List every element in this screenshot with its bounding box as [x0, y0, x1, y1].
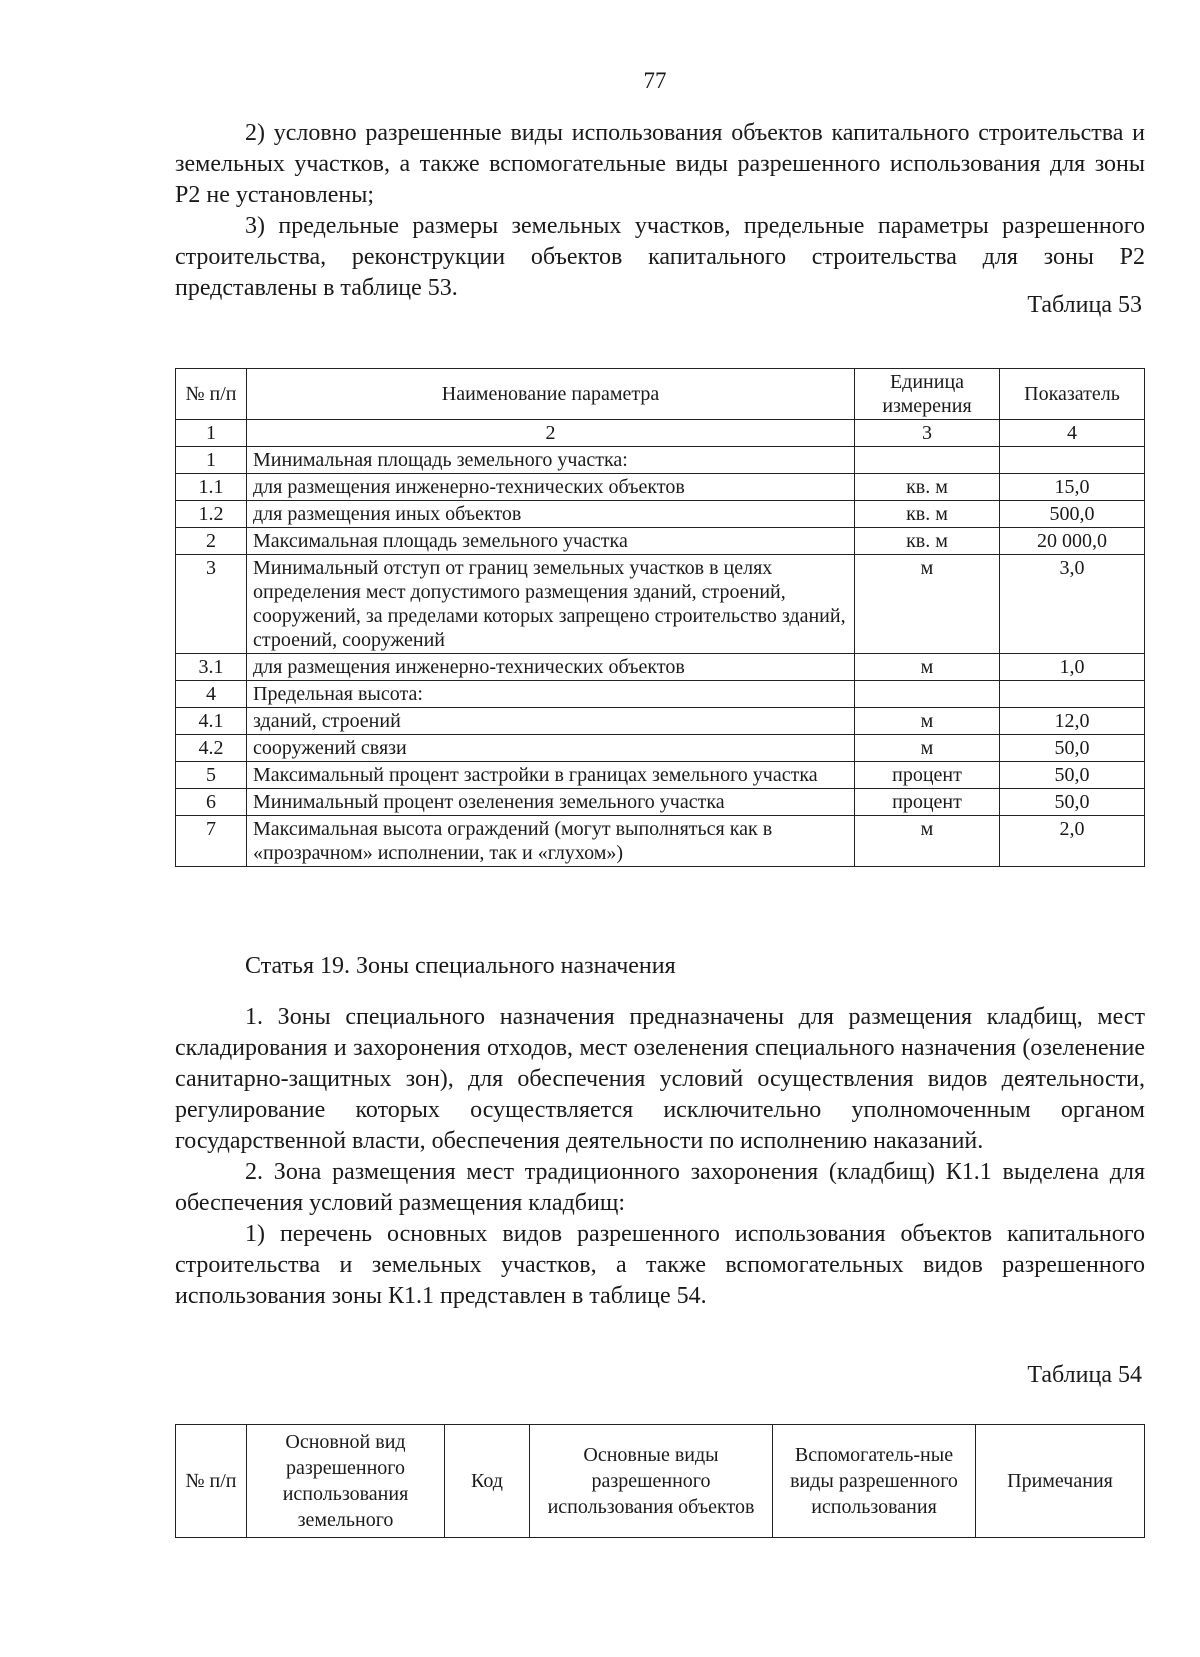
header-cell: Показатель — [1000, 369, 1145, 420]
article-title: Статья 19. Зоны специального назначения — [245, 953, 676, 979]
row-number: 5 — [176, 762, 247, 789]
parameter-name: Минимальная площадь земельного участка: — [247, 447, 855, 474]
parameter-name: Максимальная площадь земельного участка — [247, 528, 855, 555]
table-54-caption: Таблица 54 — [1027, 1362, 1142, 1388]
parameter-name: зданий, строений — [247, 708, 855, 735]
parameter-name: Максимальная высота ограждений (могут выполняться как в «прозрачном» исполнении, так и «глухом») — [247, 816, 855, 867]
parameter-name: для размещения иных объектов — [247, 501, 855, 528]
header-cell: Вспомогатель-ные виды разрешенного использования — [773, 1425, 976, 1538]
article-text — [175, 1002, 1145, 1312]
row-number: 6 — [176, 789, 247, 816]
parameter-name: для размещения инженерно-технических объектов — [247, 654, 855, 681]
table-row — [176, 681, 1145, 708]
header-cell: Код — [445, 1425, 530, 1538]
table-row — [176, 816, 1145, 867]
intro-text — [175, 118, 1145, 304]
value: 1,0 — [1000, 654, 1145, 681]
page-number: 77 — [643, 68, 667, 93]
value: 2,0 — [1000, 816, 1145, 867]
row-number: 4 — [176, 681, 247, 708]
value — [1000, 681, 1145, 708]
unit: м — [855, 735, 1000, 762]
table-54 — [175, 1424, 1145, 1538]
table-index-row — [176, 420, 1145, 447]
table-row — [176, 654, 1145, 681]
unit — [855, 681, 1000, 708]
row-number: 2 — [176, 528, 247, 555]
parameter-name: Минимальный отступ от границ земельных участков в целях определения мест допустимого размещения зданий, строений, сооружений, за пределами которых запрещено строительство зданий, строений, сооружений — [247, 555, 855, 654]
parameter-name: Минимальный процент озеленения земельного участка — [247, 789, 855, 816]
unit: кв. м — [855, 528, 1000, 555]
parameter-name: сооружений связи — [247, 735, 855, 762]
header-cell: Примечания — [976, 1425, 1145, 1538]
index-cell: 2 — [247, 420, 855, 447]
unit: кв. м — [855, 474, 1000, 501]
table-row — [176, 762, 1145, 789]
unit: м — [855, 654, 1000, 681]
table-header-row — [176, 1425, 1145, 1538]
value: 20 000,0 — [1000, 528, 1145, 555]
row-number: 3 — [176, 555, 247, 654]
unit: процент — [855, 789, 1000, 816]
index-cell: 1 — [176, 420, 247, 447]
paragraph: 1. Зоны специального назначения предназначены для размещения кладбищ, мест складирования и захоронения отходов, мест озеленения специального назначения (озеленение санитарно-защитных зон), для обеспечения условий осуществления видов деятельности, регулирование которых осуществляется исключительно уполномоченным органом государственной власти, обеспечения деятельности по исполнению наказаний. — [175, 1004, 1145, 1154]
value: 15,0 — [1000, 474, 1145, 501]
parameter-name: Максимальный процент застройки в границах земельного участка — [247, 762, 855, 789]
header-cell: № п/п — [176, 369, 247, 420]
unit — [855, 447, 1000, 474]
parameter-name: Предельная высота: — [247, 681, 855, 708]
table-row — [176, 708, 1145, 735]
header-cell: Основные виды разрешенного использования объектов — [530, 1425, 773, 1538]
unit: м — [855, 555, 1000, 654]
unit: процент — [855, 762, 1000, 789]
row-number: 1.1 — [176, 474, 247, 501]
value: 3,0 — [1000, 555, 1145, 654]
value: 50,0 — [1000, 789, 1145, 816]
row-number: 7 — [176, 816, 247, 867]
row-number: 1.2 — [176, 501, 247, 528]
header-cell: Основной вид разрешенного использования земельного — [247, 1425, 445, 1538]
row-number: 4.2 — [176, 735, 247, 762]
row-number: 3.1 — [176, 654, 247, 681]
table-row — [176, 501, 1145, 528]
header-cell: № п/п — [176, 1425, 247, 1538]
value: 50,0 — [1000, 735, 1145, 762]
table-row — [176, 474, 1145, 501]
value: 50,0 — [1000, 762, 1145, 789]
index-cell: 3 — [855, 420, 1000, 447]
row-number: 1 — [176, 447, 247, 474]
paragraph: 1) перечень основных видов разрешенного использования объектов капитального строительства и земельных участков, а также вспомогательных видов разрешенного использования зоны К1.1 представлен в таблице 54. — [175, 1221, 1145, 1309]
table-header-row — [176, 369, 1145, 420]
value — [1000, 447, 1145, 474]
value: 12,0 — [1000, 708, 1145, 735]
table-row — [176, 735, 1145, 762]
table-53 — [175, 368, 1145, 867]
paragraph: 2) условно разрешенные виды использования объектов капитального строительства и земельных участков, а также вспомогательные виды разрешенного использования для зоны Р2 не установлены; — [175, 120, 1145, 208]
table-row — [176, 555, 1145, 654]
unit: м — [855, 708, 1000, 735]
value: 500,0 — [1000, 501, 1145, 528]
unit: м — [855, 816, 1000, 867]
row-number: 4.1 — [176, 708, 247, 735]
table-row — [176, 528, 1145, 555]
parameter-name: для размещения инженерно-технических объектов — [247, 474, 855, 501]
paragraph: 3) предельные размеры земельных участков, предельные параметры разрешенного строительства, реконструкции объектов капитального строительства для зоны Р2 представлены в таблице 53. — [175, 213, 1145, 301]
table-53-caption: Таблица 53 — [1027, 292, 1142, 318]
header-cell: Наименование параметра — [247, 369, 855, 420]
paragraph: 2. Зона размещения мест традиционного захоронения (кладбищ) К1.1 выделена для обеспечения условий размещения кладбищ: — [175, 1159, 1145, 1216]
table-row — [176, 447, 1145, 474]
table-row — [176, 789, 1145, 816]
unit: кв. м — [855, 501, 1000, 528]
header-cell: Единица измерения — [855, 369, 1000, 420]
index-cell: 4 — [1000, 420, 1145, 447]
